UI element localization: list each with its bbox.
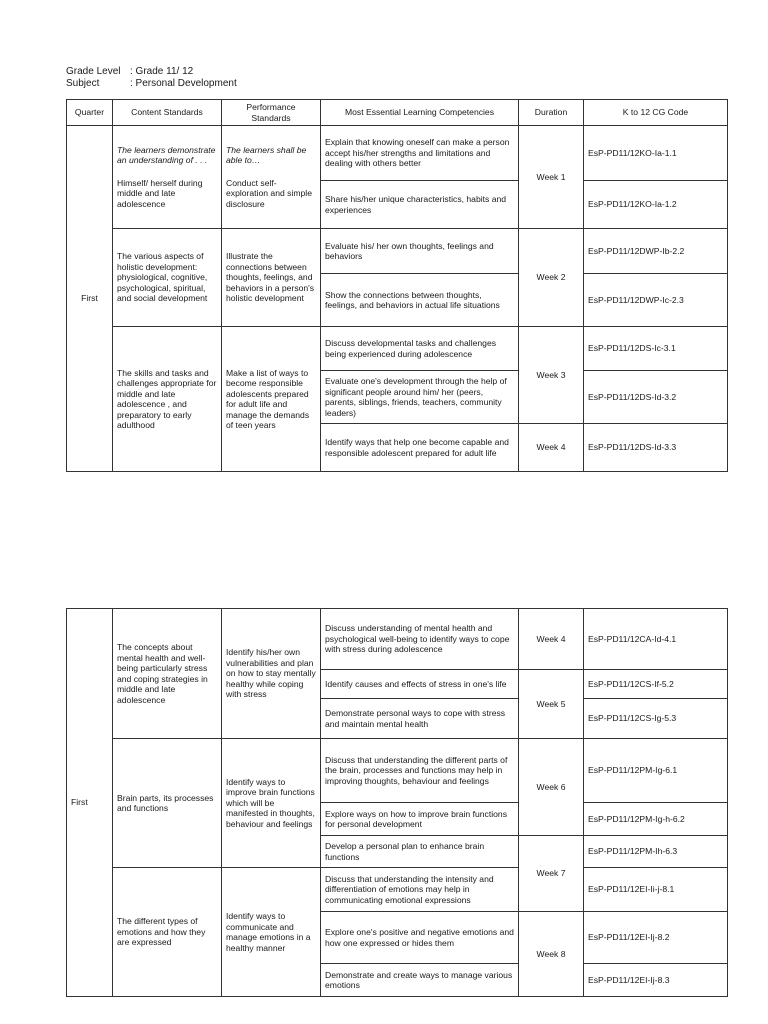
table-row: [67, 229, 728, 274]
performance-standard-cell: [222, 126, 321, 229]
grade-level-label: Grade Level: [66, 66, 121, 77]
performance-standard-intro: The learners shall be able to…: [226, 144, 307, 166]
code-cell: EsP-PD11/12DS-Ic-3.1: [584, 327, 728, 371]
competency-cell: Evaluate one's development through the help of significant people around him/ her (peers, parents, siblings, friends, teachers, community leaders): [321, 371, 519, 424]
code-cell: EsP-PD11/12DWP-Ic-2.3: [584, 274, 728, 327]
code-cell: EsP-PD11/12PM-Ig-h-6.2: [584, 803, 728, 836]
curriculum-table-1: [66, 99, 728, 472]
duration-cell: Week 2: [519, 229, 584, 327]
content-standard-cell: The skills and tasks and challenges appropriate for middle and late adolescence , and preparatory to early adulthood: [113, 327, 222, 472]
competency-cell: Develop a personal plan to enhance brain functions: [321, 836, 519, 868]
duration-cell: Week 4: [519, 424, 584, 472]
competency-cell: Evaluate his/ her own thoughts, feelings and behaviors: [321, 229, 519, 274]
table-row: [67, 739, 728, 803]
table-header-row: [67, 100, 728, 126]
performance-standard-cell: Illustrate the connections between thoughts, feelings, and behaviors in a person's holistic development: [222, 229, 321, 327]
content-standard-text: Himself/ herself during middle and late adolescence: [117, 177, 203, 209]
competency-cell: Demonstrate personal ways to cope with stress and maintain mental health: [321, 699, 519, 739]
col-content-standards: Content Standards: [113, 100, 222, 126]
code-cell: EsP-PD11/12EI-Ij-8.2: [584, 912, 728, 964]
competency-cell: Explore one's positive and negative emotions and how one expressed or hides them: [321, 912, 519, 964]
code-cell: EsP-PD11/12KO-Ia-1.1: [584, 126, 728, 181]
duration-cell: Week 5: [519, 670, 584, 739]
document-header: [66, 66, 237, 90]
col-performance-standards: Performance Standards: [222, 100, 321, 126]
col-competencies: Most Essential Learning Competencies: [321, 100, 519, 126]
code-cell: EsP-PD11/12EI-Ij-8.3: [584, 964, 728, 997]
competency-cell: Explore ways on how to improve brain functions for personal development: [321, 803, 519, 836]
subject-value: : Personal Development: [130, 78, 237, 89]
content-standard-cell: The different types of emotions and how they are expressed: [113, 868, 222, 997]
content-standard-cell: [113, 126, 222, 229]
table-row: [67, 868, 728, 912]
performance-standard-text: Conduct self-exploration and simple disclosure: [226, 177, 312, 209]
code-cell: EsP-PD11/12DS-Id-3.3: [584, 424, 728, 472]
col-duration: Duration: [519, 100, 584, 126]
code-cell: EsP-PD11/12DWP-Ib-2.2: [584, 229, 728, 274]
competency-cell: Demonstrate and create ways to manage various emotions: [321, 964, 519, 997]
content-standard-intro: The learners demonstrate an understanding of . . .: [117, 144, 216, 166]
duration-cell: Week 3: [519, 327, 584, 424]
code-cell: EsP-PD11/12CS-Ig-5.3: [584, 699, 728, 739]
duration-cell: Week 4: [519, 609, 584, 670]
subject-label: Subject: [66, 78, 100, 89]
code-cell: EsP-PD11/12DS-Id-3.2: [584, 371, 728, 424]
performance-standard-cell: Make a list of ways to become responsible adolescents prepared for adult life and manage the demands of teen years: [222, 327, 321, 472]
duration-cell: Week 7: [519, 836, 584, 912]
duration-cell: Week 1: [519, 126, 584, 229]
grade-level-value: : Grade 11/ 12: [130, 66, 194, 77]
table-row: [67, 327, 728, 371]
col-quarter: Quarter: [67, 100, 113, 126]
code-cell: EsP-PD11/12PM-Ig-6.1: [584, 739, 728, 803]
competency-cell: Share his/her unique characteristics, habits and experiences: [321, 181, 519, 229]
curriculum-table-2: [66, 608, 728, 997]
duration-cell: Week 6: [519, 739, 584, 836]
competency-cell: Discuss developmental tasks and challenges being experienced during adolescence: [321, 327, 519, 371]
competency-cell: Identify ways that help one become capable and responsible adolescent prepared for adult life: [321, 424, 519, 472]
competency-cell: Show the connections between thoughts, feelings, and behaviors in actual life situations: [321, 274, 519, 327]
table-row: [67, 126, 728, 181]
table-row: [67, 609, 728, 670]
competency-cell: Discuss understanding of mental health and psychological well-being to identify ways to cope with stress during adolescence: [321, 609, 519, 670]
competency-cell: Discuss that understanding the intensity and differentiation of emotions may help in communicating emotional expressions: [321, 868, 519, 912]
performance-standard-cell: Identify ways to communicate and manage emotions in a healthy manner: [222, 868, 321, 997]
content-standard-cell: The concepts about mental health and well-being particularly stress and coping strategies in middle and late adolescence: [113, 609, 222, 739]
content-standard-cell: Brain parts, its processes and functions: [113, 739, 222, 868]
code-cell: EsP-PD11/12CA-Id-4.1: [584, 609, 728, 670]
col-cg-code: K to 12 CG Code: [584, 100, 728, 126]
performance-standard-cell: Identify his/her own vulnerabilities and plan on how to stay mentally healthy while coping with stress: [222, 609, 321, 739]
competency-cell: Discuss that understanding the different parts of the brain, processes and functions may help in improving thoughts, behaviour and feelings: [321, 739, 519, 803]
quarter-cell: First: [67, 609, 113, 997]
competency-cell: Identify causes and effects of stress in one's life: [321, 670, 519, 699]
code-cell: EsP-PD11/12EI-Ii-j-8.1: [584, 868, 728, 912]
code-cell: EsP-PD11/12CS-If-5.2: [584, 670, 728, 699]
competency-cell: Explain that knowing oneself can make a person accept his/her strengths and limitations and dealing with others better: [321, 126, 519, 181]
performance-standard-cell: Identify ways to improve brain functions which will be manifested in thoughts, behaviour and feelings: [222, 739, 321, 868]
duration-cell: Week 8: [519, 912, 584, 997]
code-cell: EsP-PD11/12KO-Ia-1.2: [584, 181, 728, 229]
code-cell: EsP-PD11/12PM-Ih-6.3: [584, 836, 728, 868]
content-standard-cell: The various aspects of holistic development: physiological, cognitive, psychological, spiritual, and social development: [113, 229, 222, 327]
quarter-cell: First: [67, 126, 113, 472]
